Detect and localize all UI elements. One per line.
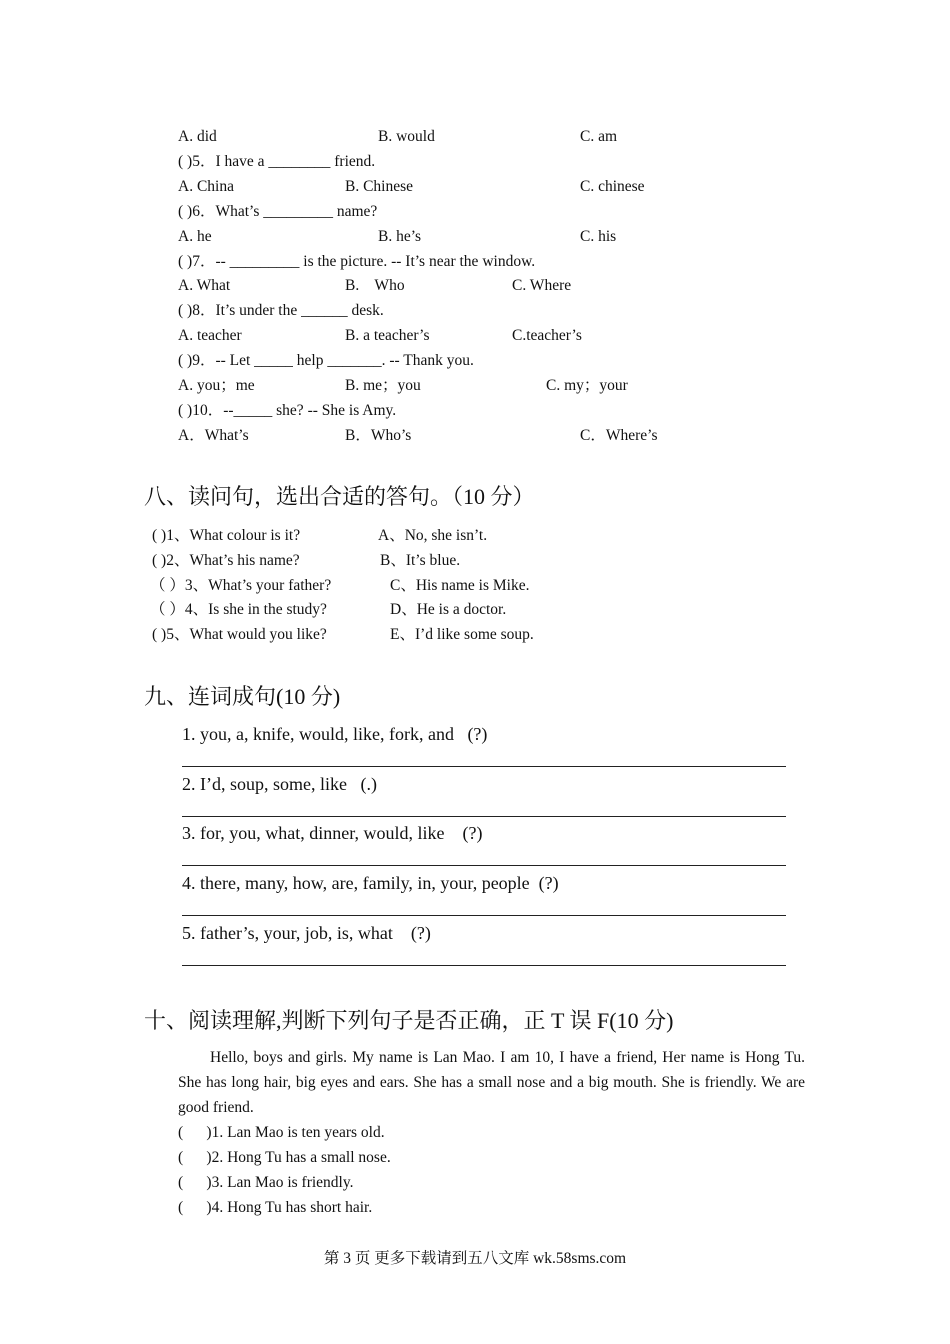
exercise-item: 4. there, many, how, are, family, in, your, people (?): [182, 873, 559, 893]
match-question: ( )1、What colour is it?: [152, 527, 301, 544]
question-10: ( )10．--_____ she? -- She is Amy.: [178, 402, 397, 419]
option-c: C. my；your: [546, 377, 628, 394]
answer-line[interactable]: [182, 965, 786, 966]
true-false-statement: ( )1. Lan Mao is ten years old.: [178, 1124, 385, 1141]
option-a: A．What’s: [178, 427, 249, 444]
match-question: （ ）4、Is she in the study?: [150, 601, 327, 618]
true-false-statement: ( )3. Lan Mao is friendly.: [178, 1174, 354, 1191]
option-b: B. would: [378, 128, 435, 145]
section9-title: 九、连词成句(10 分): [144, 684, 341, 709]
answer-line[interactable]: [182, 816, 786, 817]
answer-line[interactable]: [182, 915, 786, 916]
question-9: ( )9．-- Let _____ help _______. -- Thank you.: [178, 352, 474, 369]
option-b: B. a teacher’s: [345, 327, 430, 344]
option-c: C. am: [580, 128, 618, 145]
match-answer: E、I’d like some soup.: [390, 626, 534, 643]
exercise-item: 1. you, a, knife, would, like, fork, and (?): [182, 724, 488, 744]
option-b: B. me；you: [345, 377, 421, 394]
answer-line[interactable]: [182, 865, 786, 866]
match-answer: C、His name is Mike.: [390, 577, 530, 594]
question-6: ( )6．What’s _________ name?: [178, 203, 378, 220]
option-b: B. Chinese: [345, 178, 414, 195]
question-5: ( )5．I have a ________ friend.: [178, 153, 376, 170]
section10-title: 十、阅读理解,判断下列句子是否正确，正 T 误 F(10 分): [144, 1008, 674, 1033]
option-c: C．Where’s: [580, 427, 658, 444]
option-a: A. did: [178, 128, 217, 145]
exercise-item: 5. father’s, your, job, is, what (?): [182, 923, 431, 943]
option-a: A. teacher: [178, 327, 242, 344]
exercise-item: 3. for, you, what, dinner, would, like (?): [182, 823, 483, 843]
question-7: ( )7．-- _________ is the picture. -- It’s near the window.: [178, 253, 536, 270]
question-8: ( )8．It’s under the ______ desk.: [178, 302, 384, 319]
match-question: ( )2、What’s his name?: [152, 552, 300, 569]
match-question: ( )5、What would you like?: [152, 626, 327, 643]
option-b: B．Who’s: [345, 427, 412, 444]
answer-line[interactable]: [182, 766, 786, 767]
true-false-statement: ( )4. Hong Tu has short hair.: [178, 1199, 373, 1216]
match-question: （ ）3、What’s your father?: [150, 577, 332, 594]
match-answer: A、No, she isn’t.: [378, 527, 488, 544]
match-answer: B、It’s blue.: [380, 552, 461, 569]
section8-title: 八、读问句，选出合适的答句。（10 分）: [144, 484, 535, 509]
option-c: C.teacher’s: [512, 327, 582, 344]
reading-passage: Hello, boys and girls. My name is Lan Mao. I am 10, I have a friend, Her name is Hong Tu. She has long hair, big eyes and ears. She has a small nose and a big mouth. She is friendly. We are good friend.: [178, 1049, 805, 1116]
option-b: B. he’s: [378, 228, 422, 245]
option-c: C. chinese: [580, 178, 645, 195]
match-answer: D、He is a doctor.: [390, 601, 507, 618]
true-false-statement: ( )2. Hong Tu has a small nose.: [178, 1149, 391, 1166]
option-a: A. you；me: [178, 377, 255, 394]
option-c: C. his: [580, 228, 617, 245]
option-b: B. Who: [345, 277, 405, 294]
option-c: C. Where: [512, 277, 572, 294]
exercise-item: 2. I’d, soup, some, like (.): [182, 774, 377, 794]
page-footer: 第 3 页 更多下载请到五八文库 wk.58sms.com: [323, 1250, 627, 1267]
option-a: A. he: [178, 228, 212, 245]
option-a: A. What: [178, 277, 231, 294]
option-a: A. China: [178, 178, 234, 195]
